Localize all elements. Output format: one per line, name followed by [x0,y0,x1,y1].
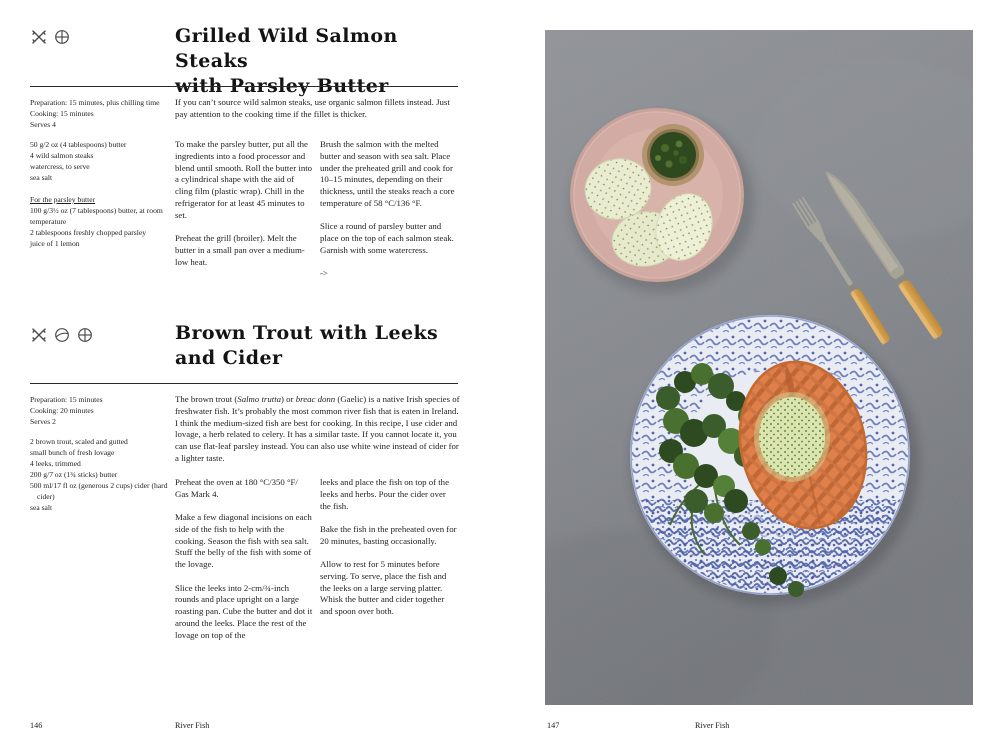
circle-cross-icon [76,326,94,344]
herb-sauce-bowl [642,124,704,186]
method-paragraph: Make a few diagonal incisions on each side of the fish to help with the cooking. Season the fish with sea salt. Stuff the belly of the fish with some of the lovage. [175,512,312,570]
recipe1-serves: Serves 4 [30,120,56,129]
recipe2-prep-time: Preparation: 15 minutes [30,395,103,404]
recipe2-intro [175,394,463,465]
recipe2-serves: Serves 2 [30,417,56,426]
ingredient: 200 g/7 oz (1¾ sticks) butter [30,470,118,479]
recipe2-title-line1: Brown Trout with Leeks [175,322,439,344]
ingredient: sea salt [30,503,53,512]
recipe1-ingredients [30,139,174,249]
method-paragraph: Slice the leeks into 2-cm/¾-inch rounds and place upright on a large roasting pan. Cube the butter and dot it around the leeks. Place the rest of the lovage on top of the [175,582,313,640]
intro-text: The brown trout ( [175,394,238,404]
recipe1-divider [30,86,458,87]
method-paragraph: Brush the salmon with the melted butter and season with sea salt. Place under the preheated grill and cook for 10–15 minutes, depending on their thickness, until the steaks reach a core temperature of 58 °C/136 °F. [320,139,455,208]
recipe1-prep-time: Preparation: 15 minutes, plus chilling time [30,98,160,107]
intro-text: ) or [281,394,296,404]
method-paragraph: Preheat the grill (broiler). Melt the butter in a small pan over a medium-low heat. [175,233,305,267]
crossed-cutlery-icon [30,326,48,344]
recipe2-method-column1 [175,477,313,653]
recipe1-cook-time: Cooking: 15 minutes [30,109,94,118]
recipe1-method-column1 [175,139,313,280]
ingredient: juice of 1 lemon [30,239,80,248]
recipe2-divider [30,383,458,384]
recipe2-method-column2 [320,477,458,629]
gaelic-name: breac donn [295,394,336,404]
recipe1-meta [30,97,174,130]
ingredient: watercress, to serve [30,162,90,171]
ingredient: 50 g/2 oz (4 tablespoons) butter [30,140,127,149]
recipe2-meta [30,394,174,427]
ingredient-subheading: For the parsley butter [30,195,96,204]
method-paragraph: Slice a round of parsley butter and place on the top of each salmon steak. Garnish with some watercress. [320,221,454,255]
recipe1-title-line1: Grilled Wild Salmon Steaks [175,25,398,72]
recipe1-title-line2: with Parsley Butter [175,75,389,97]
left-page-number: 146 [30,721,43,730]
ingredient: 2 tablespoons freshly chopped parsley [30,228,146,237]
latin-name: Salmo trutta [237,394,282,404]
ingredient: 4 leeks, trimmed [30,459,81,468]
food-photo [545,30,973,705]
intro-text: (Gaelic) is a native Irish species of freshwater fish. It’s probably the most common river fish that is eaten in Ireland. I think the medium-sized fish are best for cooking. In this recipe, I use cider and lovage, a herb related to celery. It has a similar taste. If you cannot locate it, you can use flat-leaf parsley instead. You can also use white wine instead of cider for a lighter taste. [175,394,460,463]
ingredient: 2 brown trout, scaled and gutted [30,437,128,446]
recipe2-dietary-icons [30,326,94,344]
recipe1-method-column2 [320,139,458,291]
ingredient: small bunch of fresh lovage [30,448,115,457]
crossed-cutlery-icon [30,28,48,46]
recipe1-title [175,24,475,99]
ingredient: 4 wild salmon steaks [30,151,94,160]
ingredient: 500 ml/17 fl oz (generous 2 cups) cider (hard cider) [30,481,168,501]
recipe2-title-line2: and Cider [175,347,283,369]
method-paragraph: Bake the fish in the preheated oven for 20 minutes, basting occasionally. [320,523,457,546]
circle-slash-icon [53,326,71,344]
recipe2-ingredients [30,436,174,513]
ingredient: 100 g/3½ oz (7 tablespoons) butter, at room temperature [30,206,163,226]
right-section-label: River Fish [695,721,730,730]
recipe2-cook-time: Cooking: 20 minutes [30,406,94,415]
method-paragraph: To make the parsley butter, put all the ingredients into a food processor and blend until smooth. Roll the butter into a cylindrical shape with the aid of cling film (plastic wrap). Chill in the refrigerator for at least 45 minutes to set. [175,139,313,220]
method-paragraph: leeks and place the fish on top of the leeks and herbs. Pour the cider over the fish. [320,477,449,511]
recipe1-dietary-icons [30,28,71,46]
left-section-label: River Fish [175,721,210,730]
right-page-number: 147 [547,721,560,730]
ingredient: sea salt [30,173,53,182]
circle-cross-icon [53,28,71,46]
method-paragraph: Allow to rest for 5 minutes before serving. To serve, place the fish and the leeks on a large serving platter. Whisk the butter and cider together and spoon over both. [320,558,447,617]
recipe2-title [175,321,475,371]
method-paragraph: Preheat the oven at 180 °C/350 °F/ Gas Mark 4. [175,477,298,499]
recipe1-intro: If you can’t source wild salmon steaks, use organic salmon fillets instead. Just pay attention to the cooking time if the fillet is thicker. [175,97,450,119]
parsley-butter-topping [754,392,830,482]
continuation-arrow: -> [320,268,328,279]
